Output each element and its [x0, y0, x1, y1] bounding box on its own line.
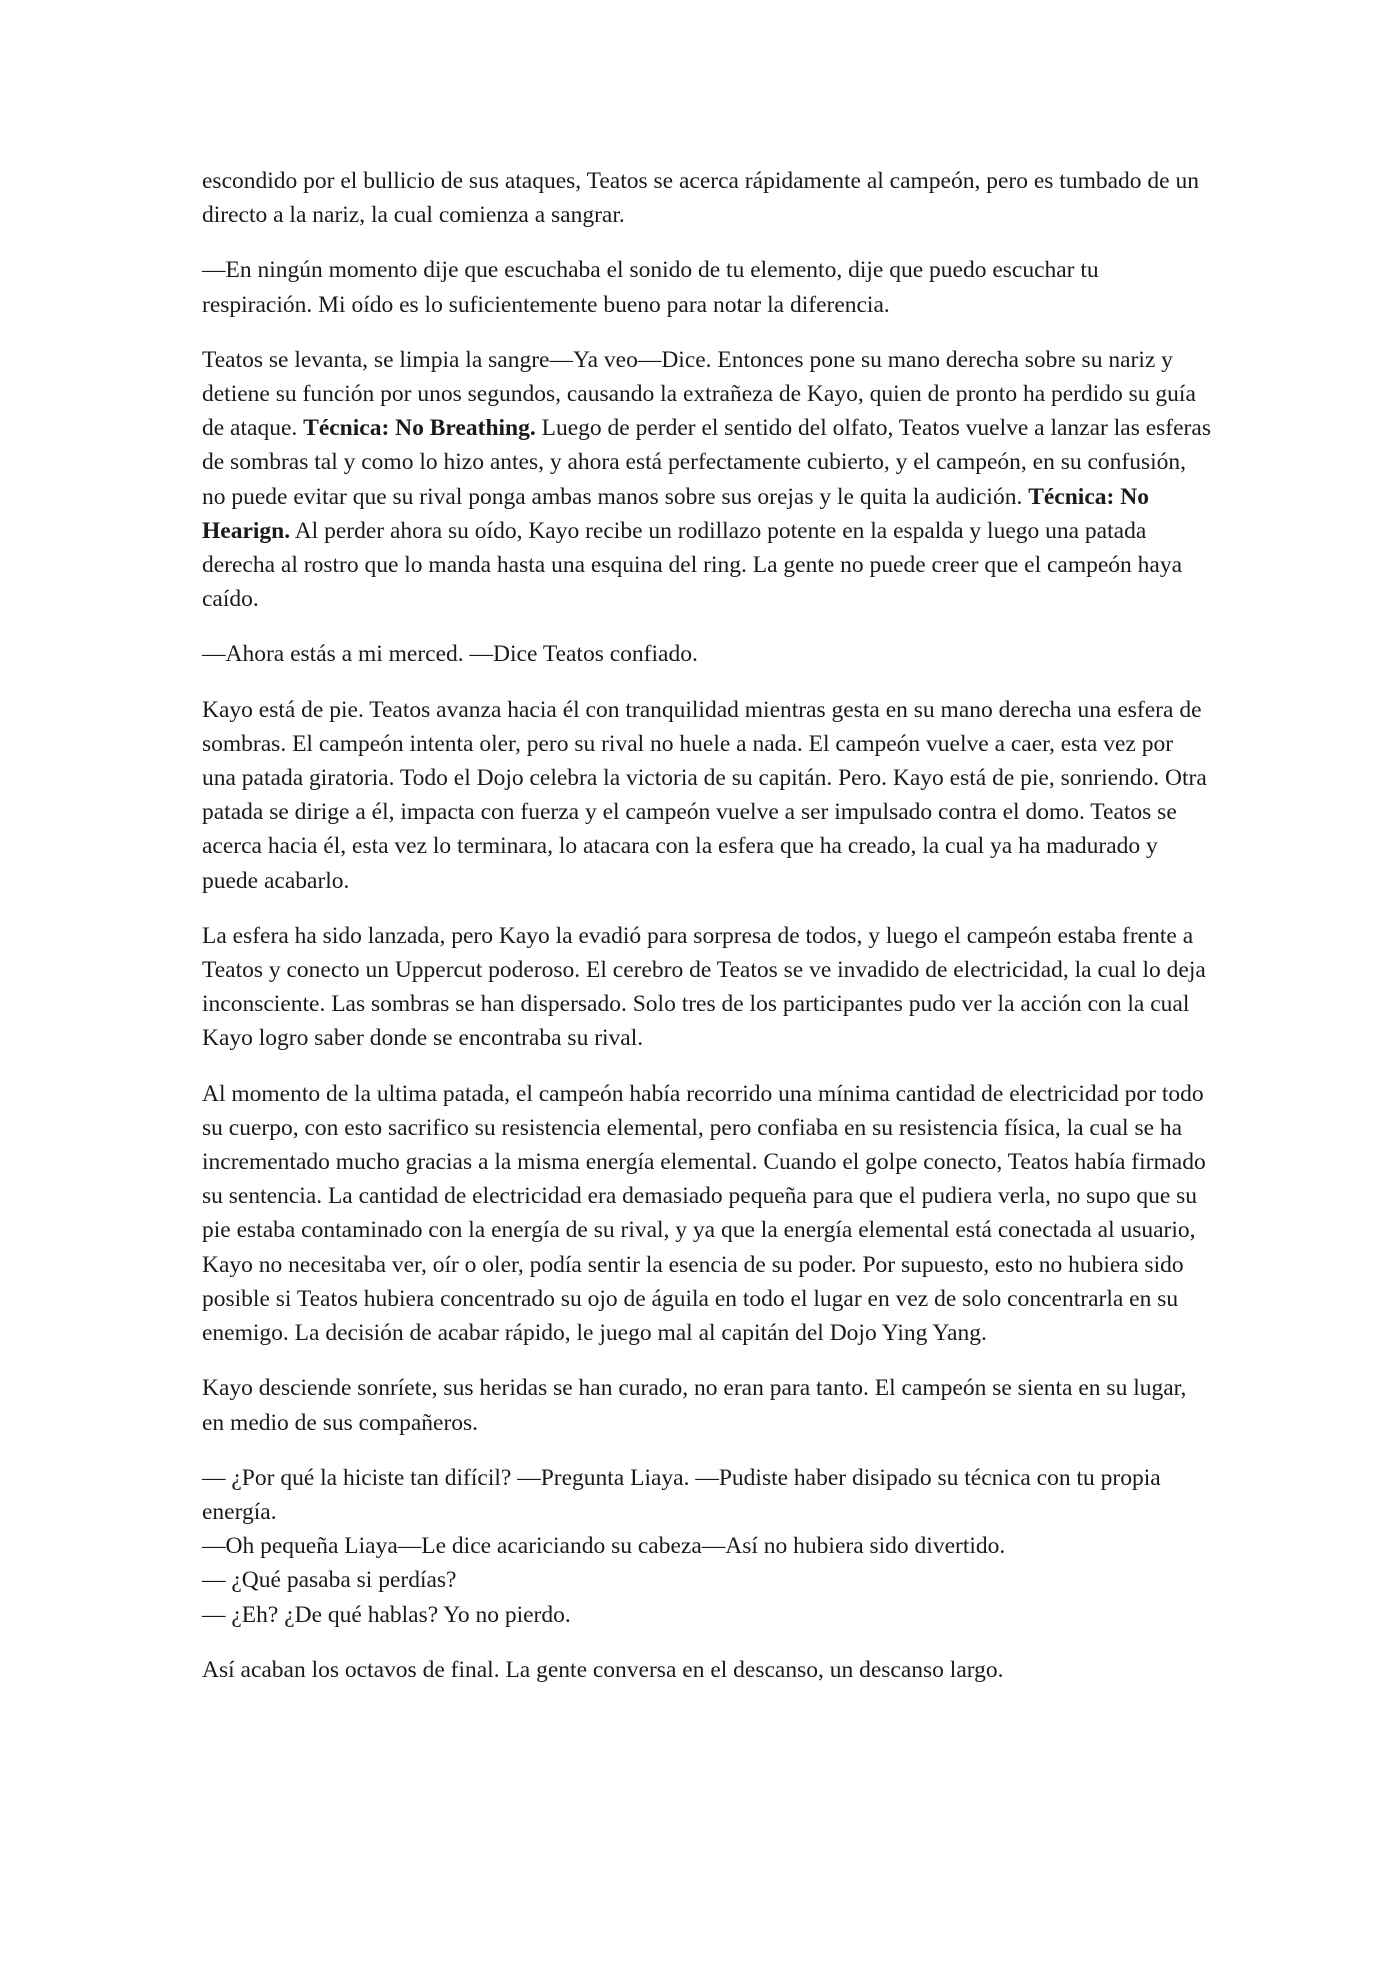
paragraph-6	[202, 919, 1212, 1056]
dialogue-line: — ¿Por qué la hiciste tan difícil? —Pregunta Liaya. —Pudiste haber disipado su técnica con tu propia energía.	[202, 1464, 1161, 1525]
document-page	[202, 164, 1212, 1708]
paragraph-text: Kayo desciende sonríete, sus heridas se han curado, no eran para tanto. El campeón se sienta en su lugar, en medio de sus compañeros.	[202, 1375, 1187, 1436]
dialogue-line: — ¿Eh? ¿De qué hablas? Yo no pierdo.	[202, 1601, 571, 1628]
paragraph-text: Kayo está de pie. Teatos avanza hacia él con tranquilidad mientras gesta en su mano derecha una esfera de sombras. El campeón intenta oler, pero su rival no huele a nada. El campeón vuelve a caer, esta vez por una patada giratoria. Todo el Dojo celebra la victoria de su capitán. Pero. Kayo está de pie, sonriendo. Otra patada se dirige a él, impacta con fuerza y el campeón vuelve a ser impulsado contra el domo. Teatos se acerca hacia él, esta vez lo terminara, lo atacara con la esfera que ha creado, la cual ya ha madurado y puede acabarlo.	[202, 696, 1207, 894]
paragraph-text: —En ningún momento dije que escuchaba el sonido de tu elemento, dije que puedo escuchar tu respiración. Mi oído es lo suficientemente bueno para notar la diferencia.	[202, 257, 1099, 318]
paragraph-text: Luego de perder el sentido del olfato, Teatos vuelve a lanzar las esferas de sombras tal y como lo hizo antes, y ahora está perfectamente cubierto, y el campeón, en su confusión, no puede evitar que su rival ponga ambas manos sobre sus orejas y le quita la audición.	[202, 415, 1211, 510]
paragraph-text: Al momento de la ultima patada, el campeón había recorrido una mínima cantidad de electricidad por todo su cuerpo, con esto sacrifico su resistencia elemental, pero confiaba en su resistencia física, la cual se ha incrementado mucho gracias a la misma energía elemental. Cuando el golpe conecto, Teatos había firmado su sentencia. La cantidad de electricidad era demasiado pequeña para que el pudiera verla, no supo que su pie estaba contaminado con la energía de su rival, y ya que la energía elemental está conectada al usuario, Kayo no necesitaba ver, oír o oler, podía sentir la esencia de su poder. Por supuesto, esto no hubiera sido posible si Teatos hubiera concentrado su ojo de águila en todo el lugar en vez de solo concentrarla en su enemigo. La decisión de acabar rápido, le juego mal al capitán del Dojo Ying Yang.	[202, 1080, 1206, 1347]
paragraph-4	[202, 637, 1212, 671]
paragraph-text: —Ahora estás a mi merced. —Dice Teatos confiado.	[202, 641, 698, 668]
dialogue-line: —Oh pequeña Liaya—Le dice acariciando su cabeza—Así no hubiera sido divertido.	[202, 1533, 1006, 1560]
closing-paragraph: Así acaban los octavos de final. La gente conversa en el descanso, un descanso largo.	[202, 1656, 1004, 1683]
paragraph-8	[202, 1371, 1212, 1439]
paragraph-text: escondido por el bullicio de sus ataques, Teatos se acerca rápidamente al campeón, pero es tumbado de un directo a la nariz, la cual comienza a sangrar.	[202, 168, 1199, 229]
paragraph-text: Teatos se levanta, se limpia la sangre—Ya veo—Dice. Entonces pone su mano derecha sobre su nariz y detiene su función por unos segundos, causando la extrañeza de Kayo, quien de pronto ha perdido su guía de ataque.	[202, 346, 1196, 442]
paragraph-1	[202, 164, 1212, 232]
dialogue-block	[202, 1461, 1212, 1632]
paragraph-7	[202, 1077, 1212, 1351]
paragraph-3	[202, 343, 1212, 617]
paragraph-5	[202, 693, 1212, 898]
technique-name: Técnica: No Breathing.	[303, 415, 536, 442]
paragraph-text: La esfera ha sido lanzada, pero Kayo la evadió para sorpresa de todos, y luego el campeón estaba frente a Teatos y conecto un Uppercut poderoso. El cerebro de Teatos se ve invadido de electricidad, la cual lo deja inconsciente. Las sombras se han dispersado. Solo tres de los participantes pudo ver la acción con la cual Kayo logro saber donde se encontraba su rival.	[202, 922, 1206, 1052]
paragraph-text: Al perder ahora su oído, Kayo recibe un rodillazo potente en la espalda y luego una patada derecha al rostro que lo manda hasta una esquina del ring. La gente no puede creer que el campeón haya caído.	[202, 517, 1183, 613]
dialogue-line: — ¿Qué pasaba si perdías?	[202, 1567, 457, 1594]
technique-name: Técnica: No Hearign.	[202, 483, 1149, 544]
paragraph-2	[202, 253, 1212, 321]
